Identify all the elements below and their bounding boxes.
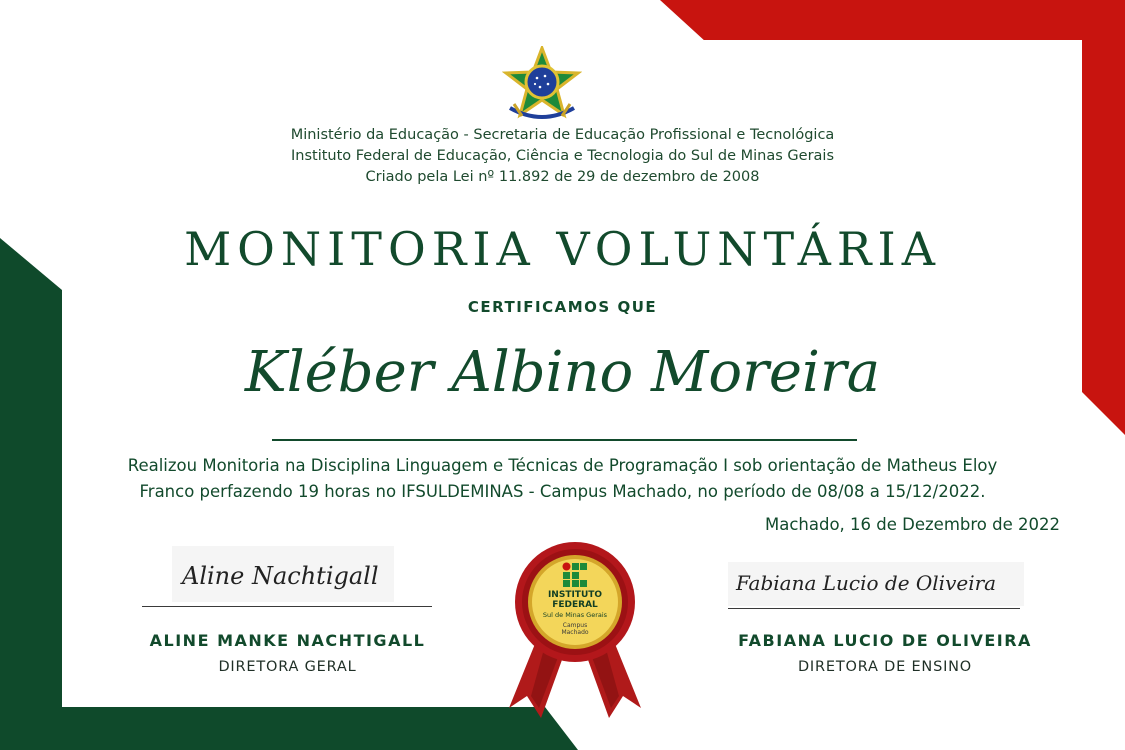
signature-image-right [728, 562, 1024, 606]
certificate-body-line-2: Franco perfazendo 19 horas no IFSULDEMINAS - Campus Machado, no período de 08/08 a 15/12/2022. [139, 482, 986, 501]
signature-line-right [728, 608, 1020, 609]
seal-badge [529, 560, 621, 648]
signature-image-left [172, 546, 394, 602]
recipient-name: Kléber Albino Moreira [244, 340, 881, 405]
instituto-federal-logo-icon [562, 562, 588, 588]
place-and-date: Machado, 16 de Dezembro de 2022 [765, 515, 1060, 534]
header-institute-line: Instituto Federal de Educação, Ciência e Tecnologia do Sul de Minas Gerais [290, 148, 835, 164]
certificate-subtitle: CERTIFICAMOS QUE [467, 298, 658, 316]
signatory-role-right: DIRETORA DE ENSINO [797, 659, 973, 675]
header-ministry-line: Ministério da Educação - Secretaria de Educação Profissional e Tecnológica [290, 127, 835, 143]
handwritten-signature-right: Fabiana Lucio de Oliveira [736, 571, 997, 595]
signatory-role-left: DIRETORA GERAL [218, 659, 357, 675]
seal-text-region: Sul de Minas Gerais [542, 611, 608, 619]
recipient-name-underline [272, 439, 857, 441]
handwritten-signature-left: Aline Nachtigall [182, 562, 379, 590]
certificate-title: MONITORIA VOLUNTÁRIA [184, 222, 941, 276]
seal-text-campus-name: Machado [561, 629, 589, 636]
header-law-line: Criado pela Lei nº 11.892 de 29 de dezembro de 2008 [365, 169, 760, 185]
seal-text-instituto: INSTITUTO [547, 590, 603, 600]
signatory-name-left: ALINE MANKE NACHTIGALL [149, 631, 426, 650]
certificate-body-line-1: Realizou Monitoria na Disciplina Linguagem e Técnicas de Programação I sob orientação de Matheus Eloy [127, 456, 998, 475]
seal-text-federal: FEDERAL [552, 600, 598, 610]
brazil-coat-of-arms-icon [502, 46, 582, 124]
seal-text-campus: Campus [562, 622, 588, 629]
signatory-name-right: FABIANA LUCIO DE OLIVEIRA [738, 631, 1032, 650]
signature-line-left [142, 606, 432, 607]
